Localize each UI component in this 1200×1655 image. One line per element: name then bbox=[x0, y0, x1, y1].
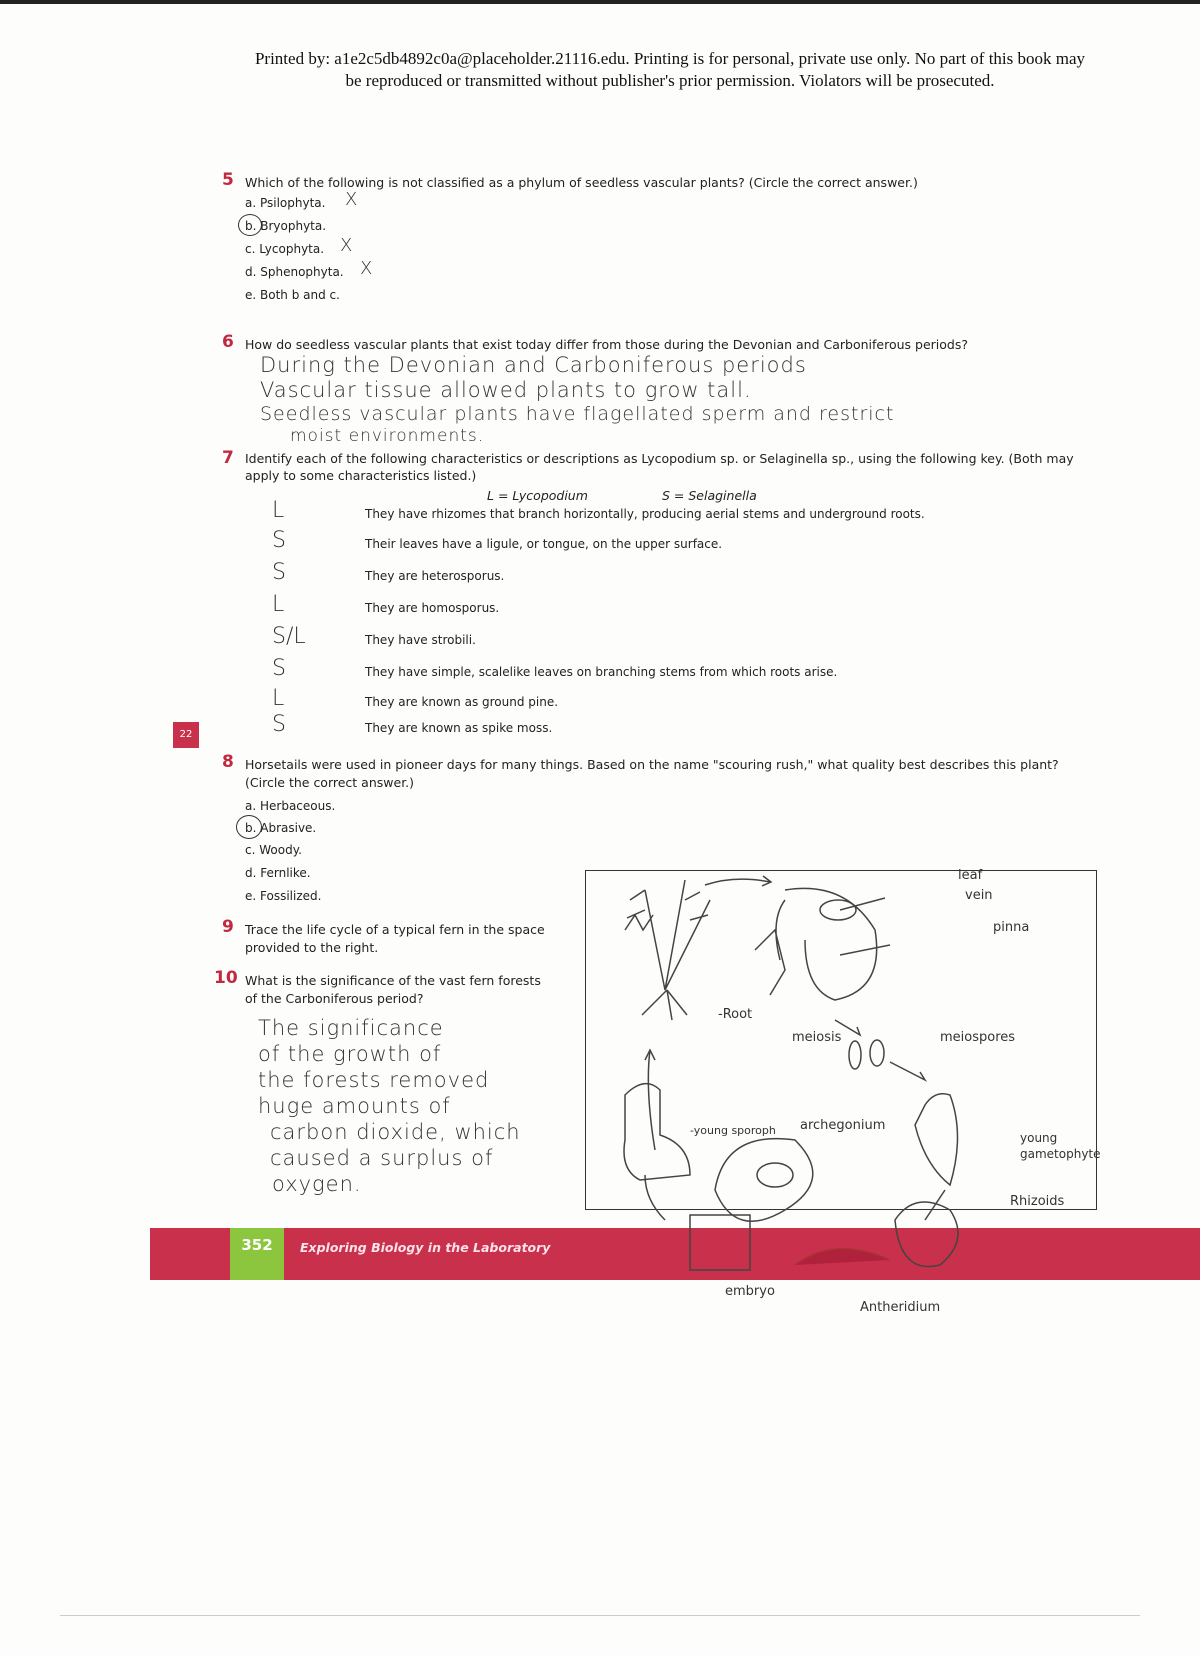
q9-text: Trace the life cycle of a typical fern in the space provided to the right. bbox=[245, 922, 545, 955]
q10-answer-line: The significance bbox=[258, 1016, 444, 1040]
label-meiosis: meiosis bbox=[792, 1030, 842, 1045]
fern-sporophyte-drawing bbox=[625, 880, 710, 1020]
side-page-tab: 22 bbox=[173, 722, 199, 748]
q7-row: They are known as spike moss. bbox=[365, 721, 553, 735]
arrow bbox=[648, 1050, 655, 1150]
x-mark: X bbox=[360, 258, 374, 279]
q5-option-c: c. Lycophyta. bbox=[245, 242, 325, 256]
q10-answer-line: carbon dioxide, which bbox=[270, 1120, 521, 1144]
q7-row: Their leaves have a ligule, or tongue, on the upper surface. bbox=[365, 537, 723, 551]
label-young-gametophyte: young gametophyte bbox=[1020, 1131, 1101, 1161]
antheridium-drawing bbox=[795, 1249, 890, 1265]
page-number: 352 bbox=[230, 1228, 284, 1280]
label-pinna: pinna bbox=[993, 920, 1030, 935]
label-archegonium: archegonium bbox=[800, 1118, 886, 1133]
q5-text: Which of the following is not classified as a phylum of seedless vascular plants? (Circle the correct answer.) bbox=[245, 175, 918, 190]
label-root: -Root bbox=[718, 1007, 753, 1022]
meiospore bbox=[870, 1040, 884, 1066]
arrow bbox=[645, 1175, 665, 1220]
q8-option-e: e. Fossilized. bbox=[245, 889, 322, 903]
q7-row: They have simple, scalelike leaves on branching stems from which roots arise. bbox=[365, 665, 838, 679]
label-vein: vein bbox=[965, 888, 993, 903]
print-notice-line2: be reproduced or transmitted without publisher's prior permission. Violators will be prosecuted. bbox=[345, 71, 995, 90]
young-sporophyte-drawing bbox=[624, 1084, 690, 1180]
arrow bbox=[705, 879, 770, 885]
q8-option-a: a. Herbaceous. bbox=[245, 799, 336, 813]
key-selaginella: S = Selaginella bbox=[662, 488, 757, 503]
q10-number: 10 bbox=[214, 968, 238, 988]
q10-answer-line: the forests removed bbox=[258, 1068, 490, 1092]
scan-edge bbox=[0, 0, 1200, 4]
answer-letter: S bbox=[272, 712, 286, 737]
fern-life-cycle-drawing bbox=[585, 870, 1145, 1290]
label-antheridium: Antheridium bbox=[860, 1300, 941, 1315]
q7-row: They are known as ground pine. bbox=[365, 695, 559, 709]
meiospore bbox=[849, 1041, 861, 1069]
answer-letter: S bbox=[272, 528, 286, 553]
q8-option-d: d. Fernlike. bbox=[245, 866, 311, 880]
x-mark: X bbox=[340, 235, 354, 256]
answer-letter: L bbox=[272, 686, 285, 711]
q5-option-d: d. Sphenophyta. bbox=[245, 265, 344, 279]
q6-number: 6 bbox=[222, 332, 234, 352]
q6-answer-line2: Vascular tissue allowed plants to grow tall. bbox=[260, 378, 752, 402]
arrow bbox=[890, 1062, 925, 1080]
answer-letter: S/L bbox=[272, 624, 306, 649]
q6-answer-line1: During the Devonian and Carboniferous periods bbox=[260, 353, 807, 377]
q7-row: They are homosporus. bbox=[365, 601, 500, 615]
q8-option-c: c. Woody. bbox=[245, 843, 302, 857]
q6-text: How do seedless vascular plants that exist today differ from those during the Devonian and Carboniferous periods? bbox=[245, 337, 968, 352]
q10-text: What is the significance of the vast fern forests of the Carboniferous period? bbox=[245, 973, 541, 1006]
label-young-sporophyte: -young sporoph bbox=[690, 1124, 776, 1137]
q6-answer-line4: moist environments. bbox=[290, 426, 485, 446]
q10-answer-line: caused a surplus of bbox=[270, 1146, 494, 1170]
key-lycopodium: L = Lycopodium bbox=[487, 488, 588, 503]
q5-option-b: b. Bryophyta. bbox=[245, 219, 327, 233]
book-title: Exploring Biology in the Laboratory bbox=[300, 1240, 551, 1255]
q8-number: 8 bbox=[222, 752, 234, 772]
q5-option-a: a. Psilophyta. bbox=[245, 196, 326, 210]
q7-row: They are heterosporus. bbox=[365, 569, 505, 583]
answer-letter: L bbox=[272, 498, 285, 523]
q7-number: 7 bbox=[222, 448, 234, 468]
archegonium-drawing bbox=[715, 1139, 813, 1222]
answer-letter: S bbox=[272, 560, 286, 585]
print-notice-line1: Printed by: a1e2c5db4892c0a@placeholder.21116.edu. Printing is for personal, private use only. No part of this book may bbox=[254, 49, 1086, 68]
arrow bbox=[925, 1190, 945, 1220]
young-gametophyte-drawing bbox=[915, 1094, 958, 1185]
answer-circle bbox=[238, 214, 262, 236]
answer-letter: S bbox=[272, 656, 286, 681]
q7-row: They have strobili. bbox=[365, 633, 476, 647]
label-rhizoids: Rhizoids bbox=[1010, 1194, 1065, 1209]
q10-answer-line: of the growth of bbox=[258, 1042, 442, 1066]
print-notice bbox=[150, 48, 1190, 92]
answer-circle bbox=[236, 815, 262, 839]
q10-answer-line: huge amounts of bbox=[258, 1094, 451, 1118]
q9-number: 9 bbox=[222, 917, 234, 937]
scan-bottom-line bbox=[60, 1615, 1140, 1616]
mature-gametophyte-drawing bbox=[895, 1202, 958, 1267]
q5-option-e: e. Both b and c. bbox=[245, 288, 340, 302]
q7-row: They have rhizomes that branch horizontally, producing aerial stems and underground roots. bbox=[365, 507, 925, 521]
label-leaf: leaf bbox=[958, 868, 983, 883]
q8-text: Horsetails were used in pioneer days for many things. Based on the name "scouring rush," what quality best describes this plant? (Circle the correct answer.) bbox=[245, 757, 1059, 790]
embryo-drawing bbox=[690, 1215, 750, 1270]
label-meiospores: meiospores bbox=[940, 1030, 1016, 1045]
answer-letter: L bbox=[272, 592, 285, 617]
q10-answer-line: oxygen. bbox=[272, 1172, 362, 1196]
q5-number: 5 bbox=[222, 170, 234, 190]
q6-answer-line3: Seedless vascular plants have flagellated sperm and restrict bbox=[260, 403, 895, 425]
x-mark: X bbox=[345, 189, 359, 210]
q8-option-b: b. Abrasive. bbox=[245, 821, 317, 835]
q7-text: Identify each of the following characteristics or descriptions as Lycopodium sp. or Selaginella sp., using the following key. (Both may apply to some characteristics listed.) bbox=[245, 451, 1074, 483]
label-embryo: embryo bbox=[725, 1284, 775, 1299]
